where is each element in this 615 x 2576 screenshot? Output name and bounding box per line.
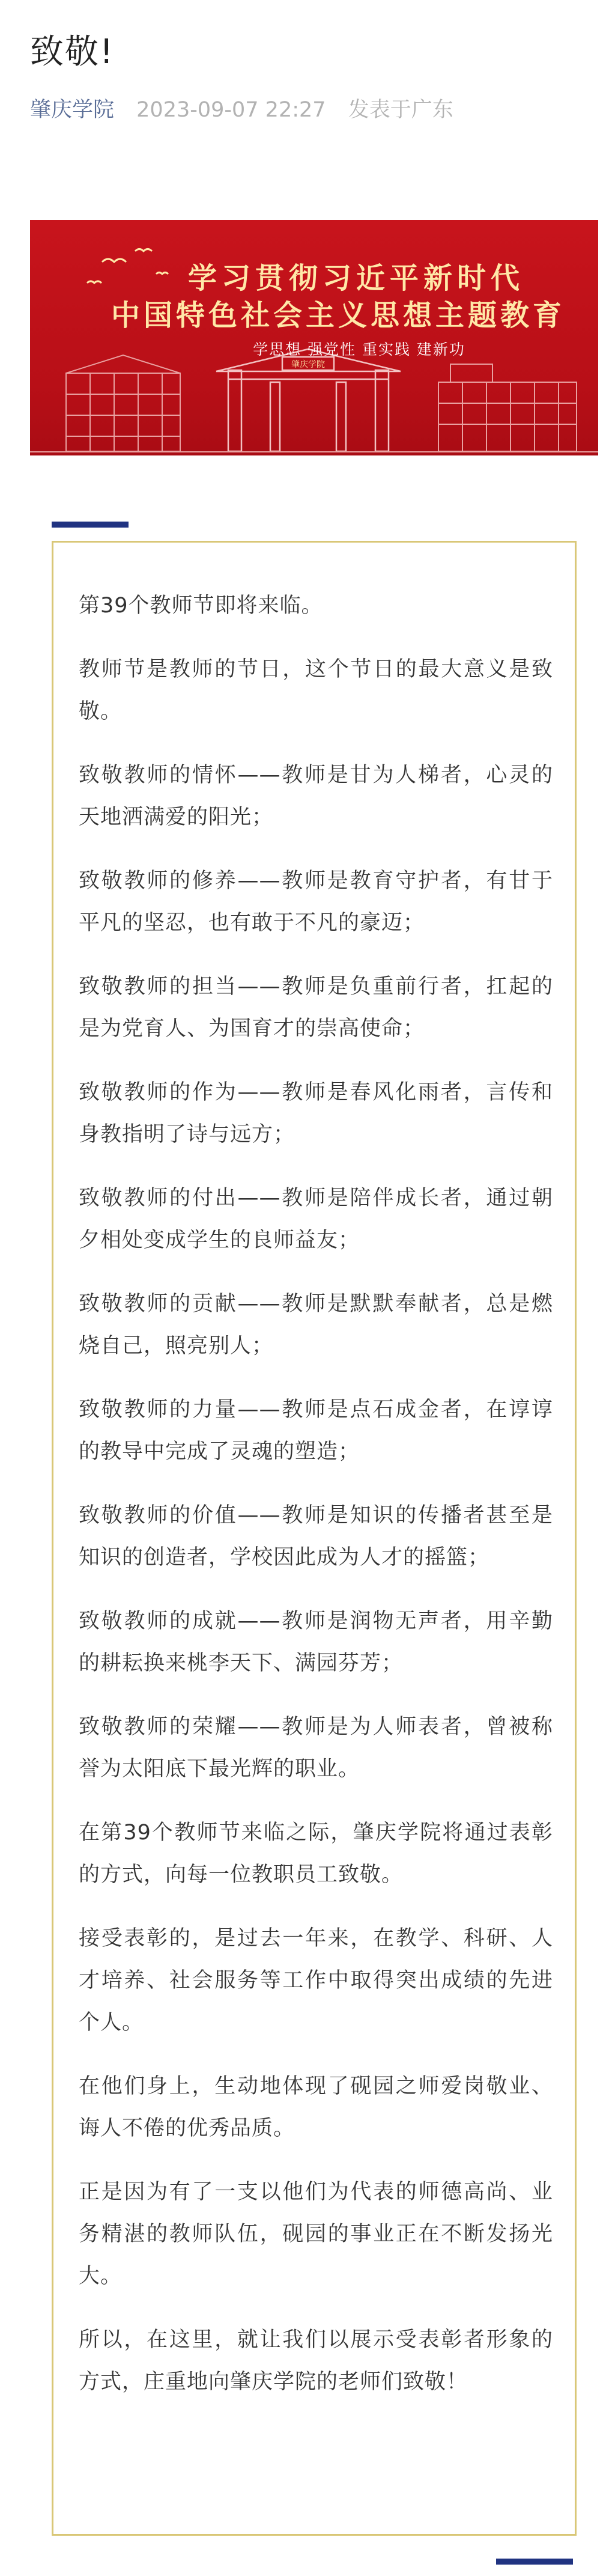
article-paragraph: 致敬教师的担当——教师是负重前行者，扛起的是为党育人、为国育才的崇高使命； <box>79 975 553 1041</box>
accent-bar-top <box>52 522 129 528</box>
article-paragraph: 致敬教师的价值——教师是知识的传播者甚至是知识的创造者，学校因此成为人才的摇篮； <box>79 1503 553 1570</box>
article-paragraph: 致敬教师的成就——教师是润物无声者，用辛勤的耕耘换来桃李天下、满园芬芳； <box>79 1609 553 1675</box>
article-paragraph: 致敬教师的贡献——教师是默默奉献者，总是燃烧自己，照亮别人； <box>79 1292 553 1358</box>
article-paragraph: 正是因为有了一支以他们为代表的师德高尚、业务精湛的教师队伍，砚园的事业正在不断发扬光大。 <box>79 2180 553 2288</box>
article-paragraph: 致敬教师的力量——教师是点石成金者，在谆谆的教导中完成了灵魂的塑造； <box>79 1398 553 1464</box>
account-name-link[interactable]: 肇庆学院 <box>30 98 115 122</box>
publish-location: 发表于广东 <box>348 98 453 122</box>
article-paragraph: 第39个教师节即将来临。 <box>79 594 323 618</box>
gate-plaque: 肇庆学院 <box>291 360 325 370</box>
article-paragraph: 致敬教师的荣耀——教师是为人师表者，曾被称誉为太阳底下最光辉的职业。 <box>79 1715 553 1781</box>
article-paragraph: 教师节是教师的节日，这个节日的最大意义是致敬。 <box>79 657 553 723</box>
theme-education-banner <box>30 220 598 455</box>
article-paragraph: 致敬教师的修养——教师是教育守护者，有甘于平凡的坚忍，也有敢于不凡的豪迈； <box>79 869 553 935</box>
article-paragraph: 致敬教师的付出——教师是陪伴成长者，通过朝夕相处变成学生的良师益友； <box>79 1186 553 1252</box>
banner-headline-1: 学习贯彻习近平新时代 <box>187 261 524 295</box>
article-paragraph: 致敬教师的情怀——教师是甘为人梯者，心灵的天地洒满爱的阳光； <box>79 763 553 829</box>
banner-headline-2: 中国特色社会主义思想主题教育 <box>111 299 565 332</box>
article-paragraph: 在他们身上，生动地体现了砚园之师爱岗敬业、诲人不倦的优秀品质。 <box>79 2074 553 2140</box>
article-paragraph: 在第39个教师节来临之际，肇庆学院将通过表彰的方式，向每一位教职员工致敬。 <box>79 1821 553 1887</box>
article-body <box>79 585 553 2425</box>
article-title: 致敬! <box>30 32 115 72</box>
article-paragraph: 所以，在这里，就让我们以展示受表彰者形象的方式，庄重地向肇庆学院的老师们致敬！ <box>79 2328 553 2394</box>
article-meta <box>30 93 453 123</box>
article-paragraph: 接受表彰的，是过去一年来，在教学、科研、人才培养、社会服务等工作中取得突出成绩的先进个人。 <box>79 1926 553 2035</box>
article-paragraph: 致敬教师的作为——教师是春风化雨者，言传和身教指明了诗与远方； <box>79 1080 553 1146</box>
publish-date: 2023-09-07 22:27 <box>136 98 326 122</box>
banner-slogan: 学思想 强党性 重实践 建新功 <box>253 341 465 358</box>
accent-bar-bottom <box>496 2559 573 2565</box>
article-content-card <box>52 541 577 2536</box>
